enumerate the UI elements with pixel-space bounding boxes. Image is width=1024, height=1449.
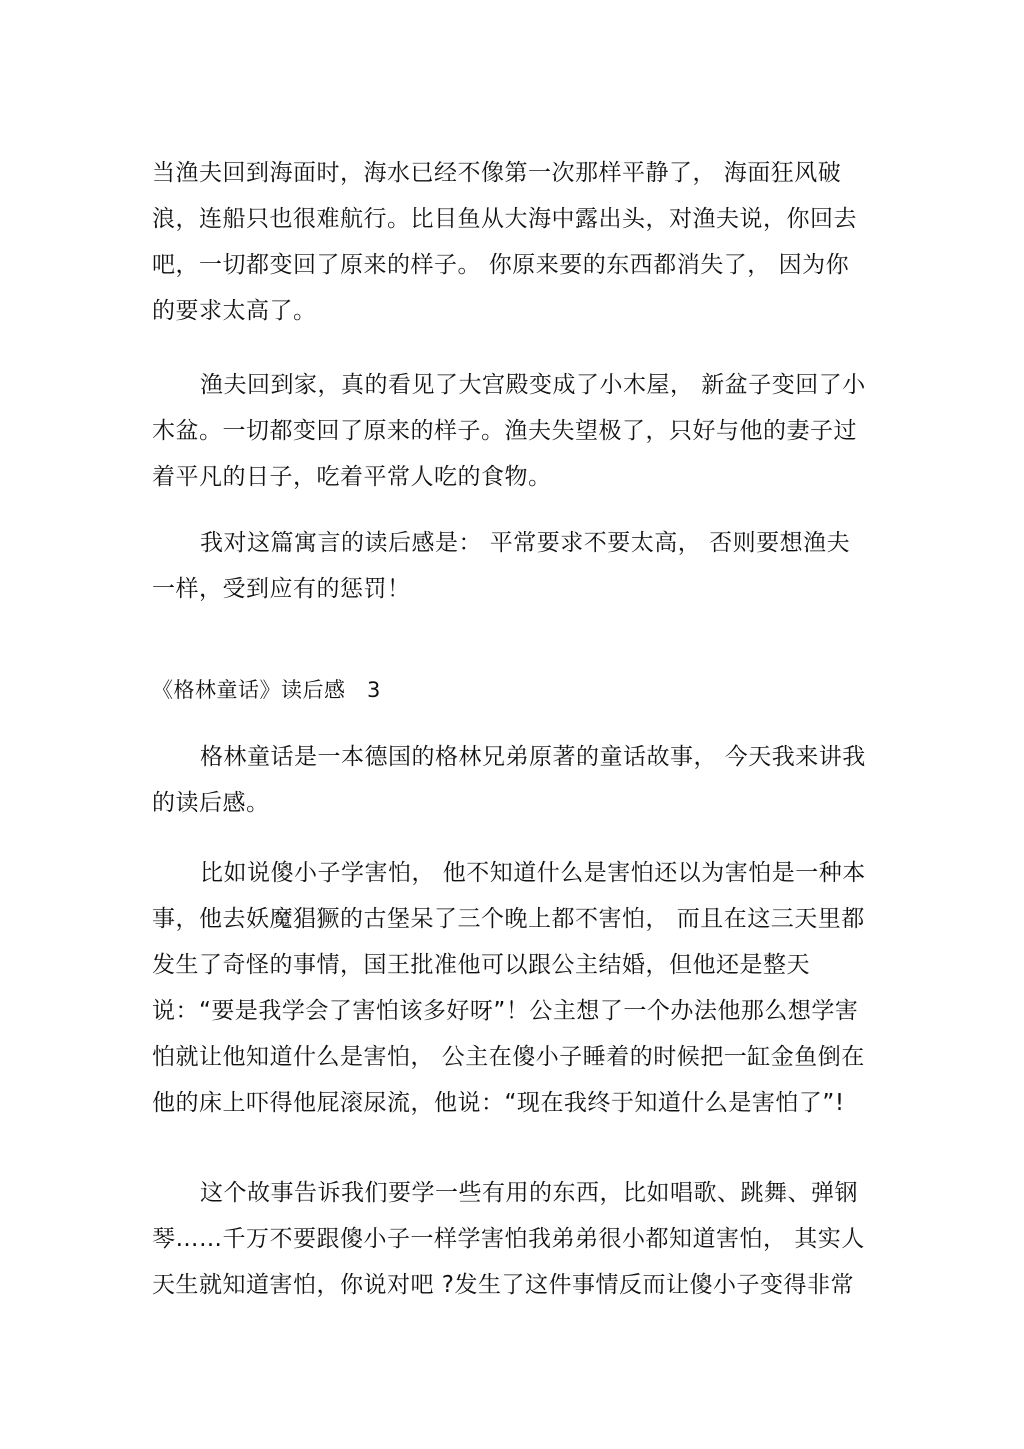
paragraph-boy-learns-fear: 比如说傻小子学害怕， 他不知道什么是害怕还以为害怕是一种本事，他去妖魔猖獗的古堡呆了三个晚上都不害怕， 而且在这三天里都发生了奇怪的事情，国王批准他可以跟公主结婚，但他还是整天说：“要是我学会了害怕该多好呀”！公主想了一个办法他那么想学害怕就让他知道什么是害怕， 公主在傻小子睡着的时候把一缸金鱼倒在他的床上吓得他屁滚尿流，他说：“现在我终于知道什么是害怕了”! xyxy=(152,860,866,1116)
paragraph-story-lesson: 这个故事告诉我们要学一些有用的东西，比如唱歌、跳舞、弹钢琴……千万不要跟傻小子一样学害怕我弟弟很小都知道害怕， 其实人天生就知道害怕，你说对吧 ?发生了这件事情反而让傻小子变得非常 xyxy=(152,1180,865,1298)
paragraph-fisherman-returns-home: 渔夫回到家，真的看见了大宫殿变成了小木屋， 新盆子变回了小木盆。一切都变回了原来的样子。渔夫失望极了，只好与他的妻子过着平凡的日子，吃着平常人吃的食物。 xyxy=(152,372,866,490)
paragraph-grimm-intro: 格林童话是一本德国的格林兄弟原著的童话故事， 今天我来讲我的读后感。 xyxy=(152,744,866,816)
section-title: 《格林童话》读后感 3 xyxy=(152,678,381,702)
paragraph-fable-reflection: 我对这篇寓言的读后感是： 平常要求不要太高， 否则要想渔夫一样，受到应有的惩罚！ xyxy=(152,530,851,602)
paragraph-fisherman-returns-to-sea: 当渔夫回到海面时，海水已经不像第一次那样平静了， 海面狂风破浪，连船只也很难航行。比目鱼从大海中露出头，对渔夫说，你回去吧，一切都变回了原来的样子。 你原来要的东西都消失了， 因为你的要求太高了。 xyxy=(152,160,857,324)
